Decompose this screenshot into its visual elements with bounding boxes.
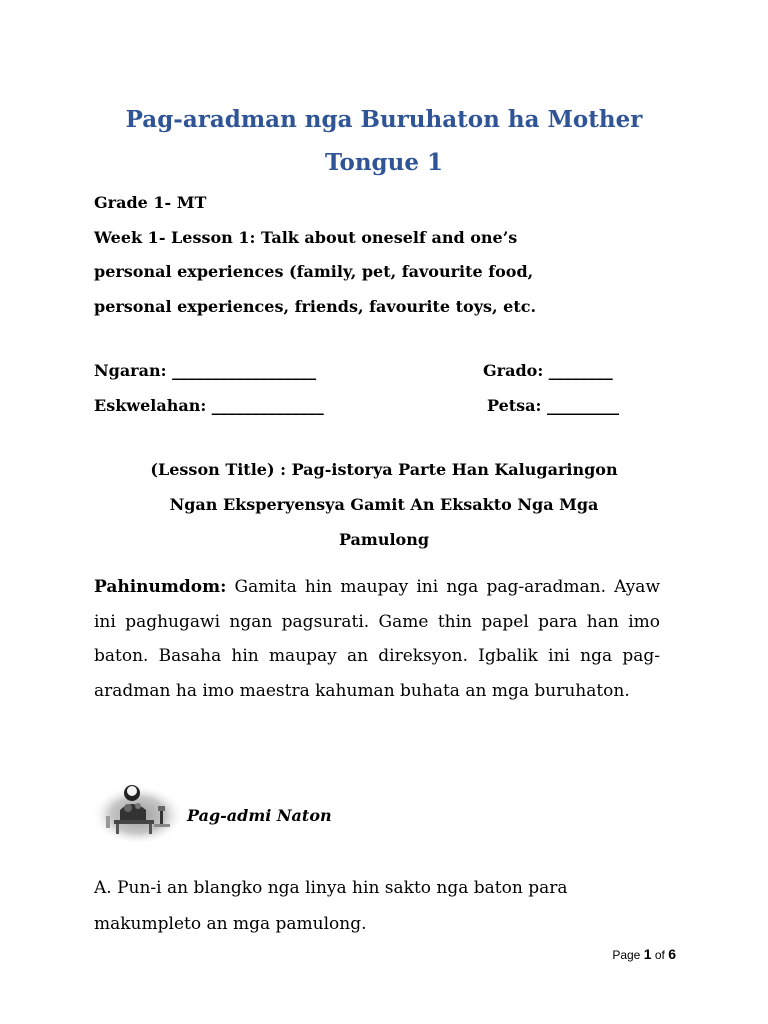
date-field: Petsa: _________ bbox=[487, 396, 620, 415]
week-line-3: personal experiences, friends, favourite toys, etc. bbox=[94, 296, 537, 316]
title-line-1: Pag-aradman nga Buruhaton ha Mother bbox=[125, 106, 643, 133]
lesson-title-line-1: (Lesson Title) : Pag-istorya Parte Han Kalugaringon bbox=[150, 460, 618, 479]
school-field: Eskwelahan: ______________ bbox=[94, 396, 324, 415]
lesson-title bbox=[80, 452, 688, 557]
of-word: of bbox=[654, 948, 665, 962]
reminder-label: Pahinumdom: bbox=[94, 577, 227, 597]
section-title: Pag-admi Naton bbox=[187, 806, 332, 825]
name-field: Ngaran: __________________ bbox=[94, 361, 317, 380]
reminder-text: Gamita hin maupay ini nga pag-aradman. Ayaw ini paghugawi ngan pagsurati. Game thin papel para han imo baton. Basaha hin maupay an direksyon. Igbalik ini nga pag-aradman ha imo maestra kahuman buhata an mga buruhaton. bbox=[94, 577, 660, 701]
week-line-1: Week 1- Lesson 1: Talk about oneself and one’s bbox=[94, 227, 518, 247]
student-at-desk-icon bbox=[92, 776, 184, 846]
week-line-2: personal experiences (family, pet, favourite food, bbox=[94, 262, 534, 281]
page-total: 6 bbox=[668, 946, 676, 962]
page-number bbox=[612, 946, 676, 962]
grade-label: Grade 1- MT bbox=[94, 193, 207, 212]
title-line-2: Tongue 1 bbox=[325, 149, 443, 176]
grade-field: Grado: ________ bbox=[483, 361, 613, 380]
lesson-meta bbox=[94, 186, 694, 324]
reminder-paragraph bbox=[94, 570, 660, 708]
instruction-text: A. Pun-i an blangko nga linya hin sakto nga baton para makumpleto an mga pamulong. bbox=[94, 878, 568, 934]
page-current: 1 bbox=[643, 946, 652, 962]
lesson-title-line-2: Ngan Eksperyensya Gamit An Eksakto Nga Mga bbox=[169, 495, 599, 514]
document-title bbox=[60, 98, 708, 184]
lesson-title-line-3: Pamulong bbox=[338, 530, 430, 549]
page-word: Page bbox=[612, 948, 641, 962]
